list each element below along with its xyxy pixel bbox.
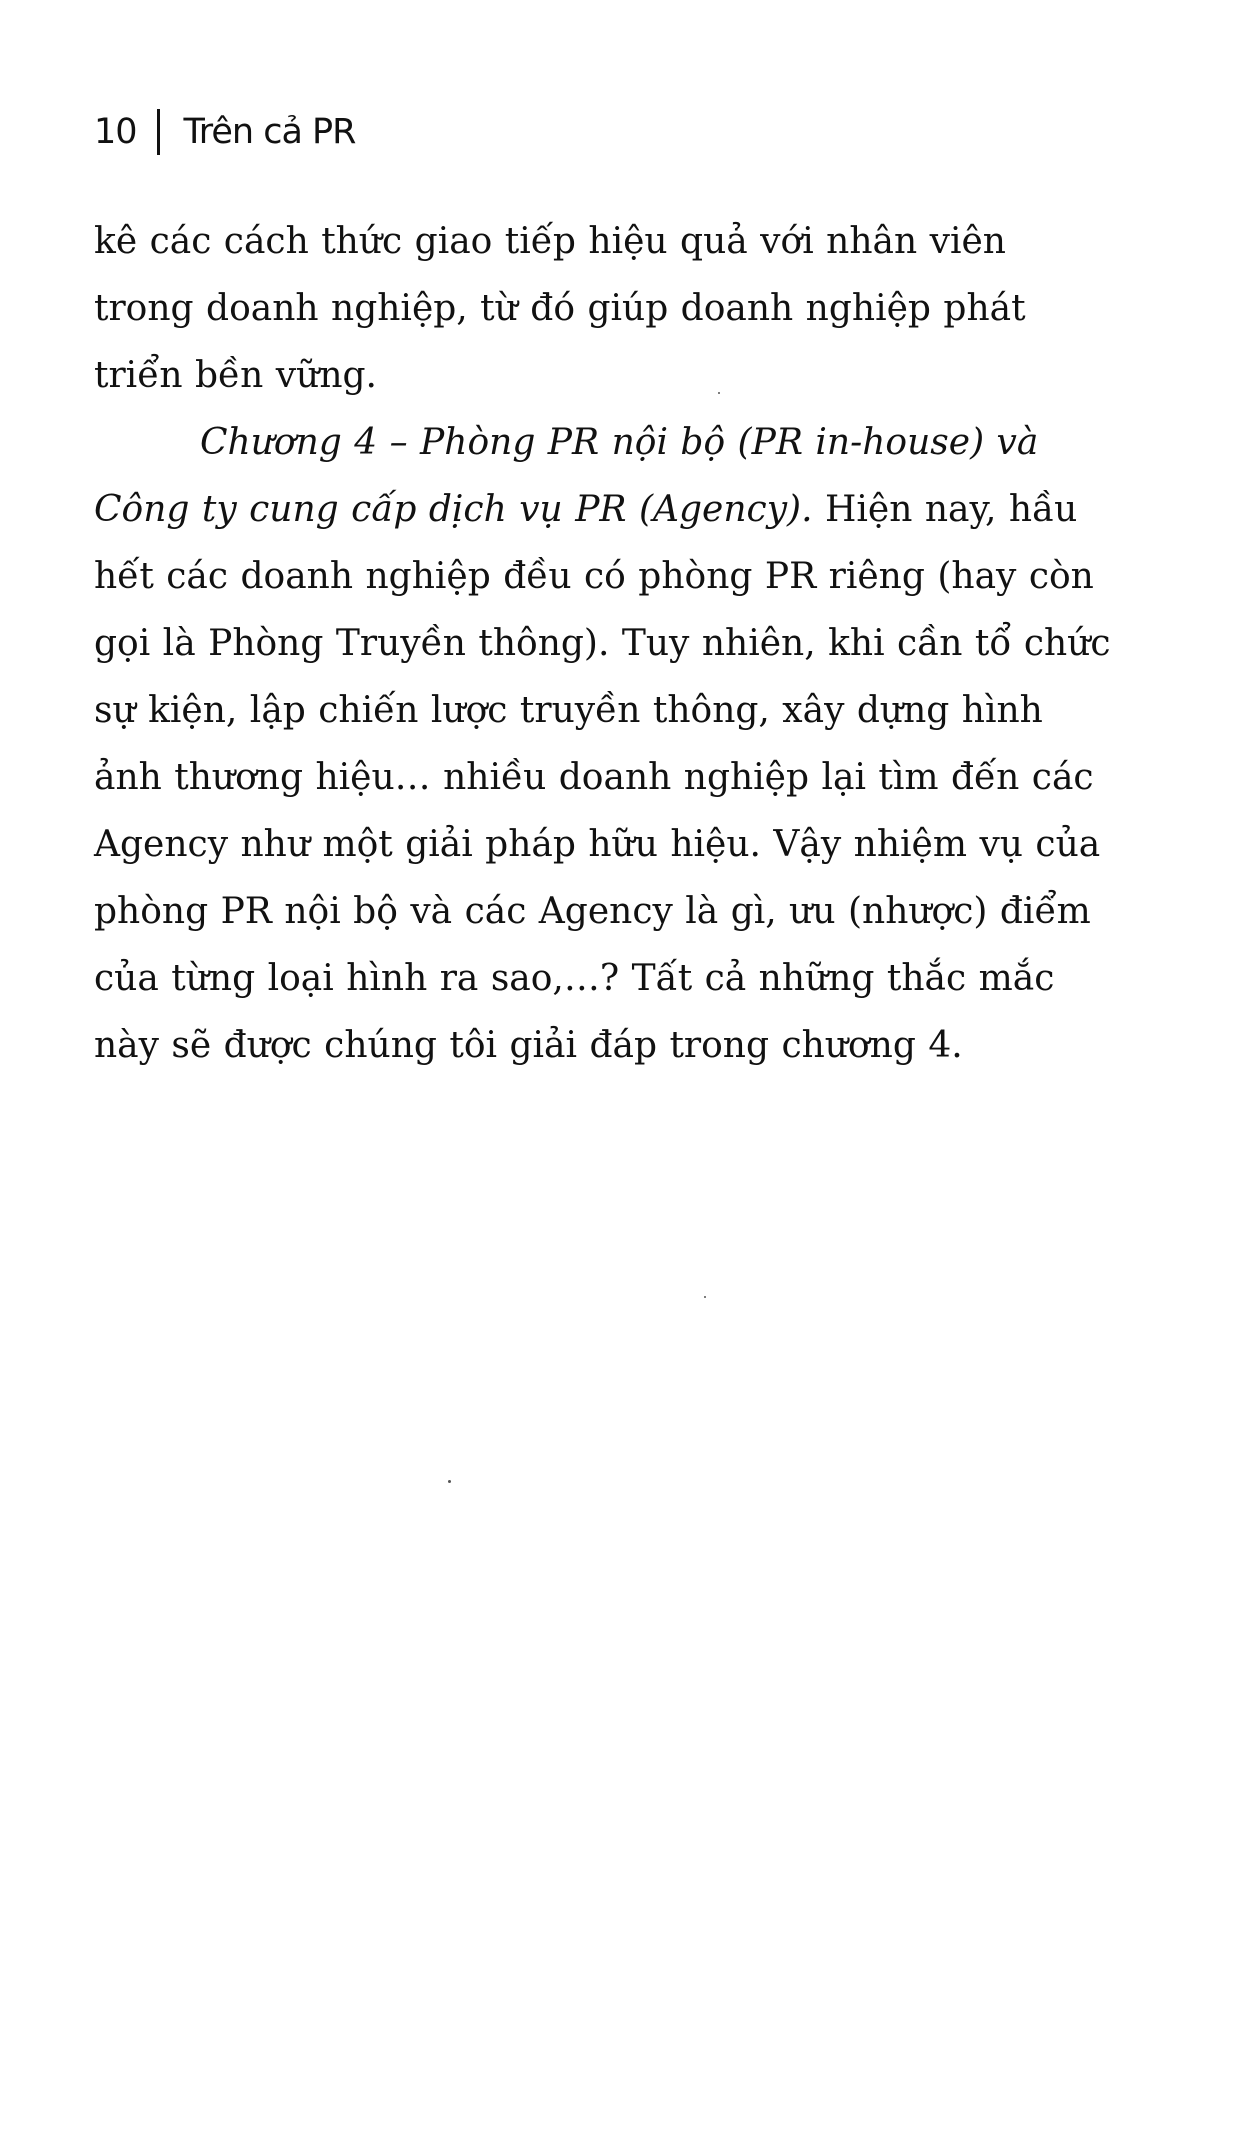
running-head bbox=[94, 104, 356, 160]
chapter-4-description: Hiện nay, hầu hết các doanh nghiệp đều có phòng PR riêng (hay còn gọi là Phòng Truyền thông). Tuy nhiên, khi cần tổ chức sự kiện, lập chiến lược truyền thông, xây dựng hình ảnh thương hiệu… nhiều doanh nghiệp lại tìm đến các Agency như một giải pháp hữu hiệu. Vậy nhiệm vụ của phòng PR nội bộ và các Agency là gì, ưu (nhược) điểm của từng loại hình ra sao,…? Tất cả những thắc mắc này sẽ được chúng tôi giải đáp trong chương 4. bbox=[94, 489, 1111, 1066]
scan-speck bbox=[718, 392, 720, 394]
header-separator bbox=[157, 109, 160, 155]
scan-speck bbox=[448, 1480, 451, 1483]
paragraph-chapter-4 bbox=[94, 409, 1114, 1079]
chapter-4-heading: Chương 4 – Phòng PR nội bộ (PR in-house) và Công ty cung cấp dịch vụ PR (Agency). bbox=[94, 422, 1039, 530]
scan-speck bbox=[704, 1296, 706, 1298]
book-title: Trên cả PR bbox=[183, 112, 356, 152]
paragraph-continued: kê các cách thức giao tiếp hiệu quả với nhân viên trong doanh nghiệp, từ đó giúp doanh nghiệp phát triển bền vững. bbox=[94, 221, 1026, 396]
page-number: 10 bbox=[94, 112, 137, 152]
body-text bbox=[94, 208, 1114, 1079]
